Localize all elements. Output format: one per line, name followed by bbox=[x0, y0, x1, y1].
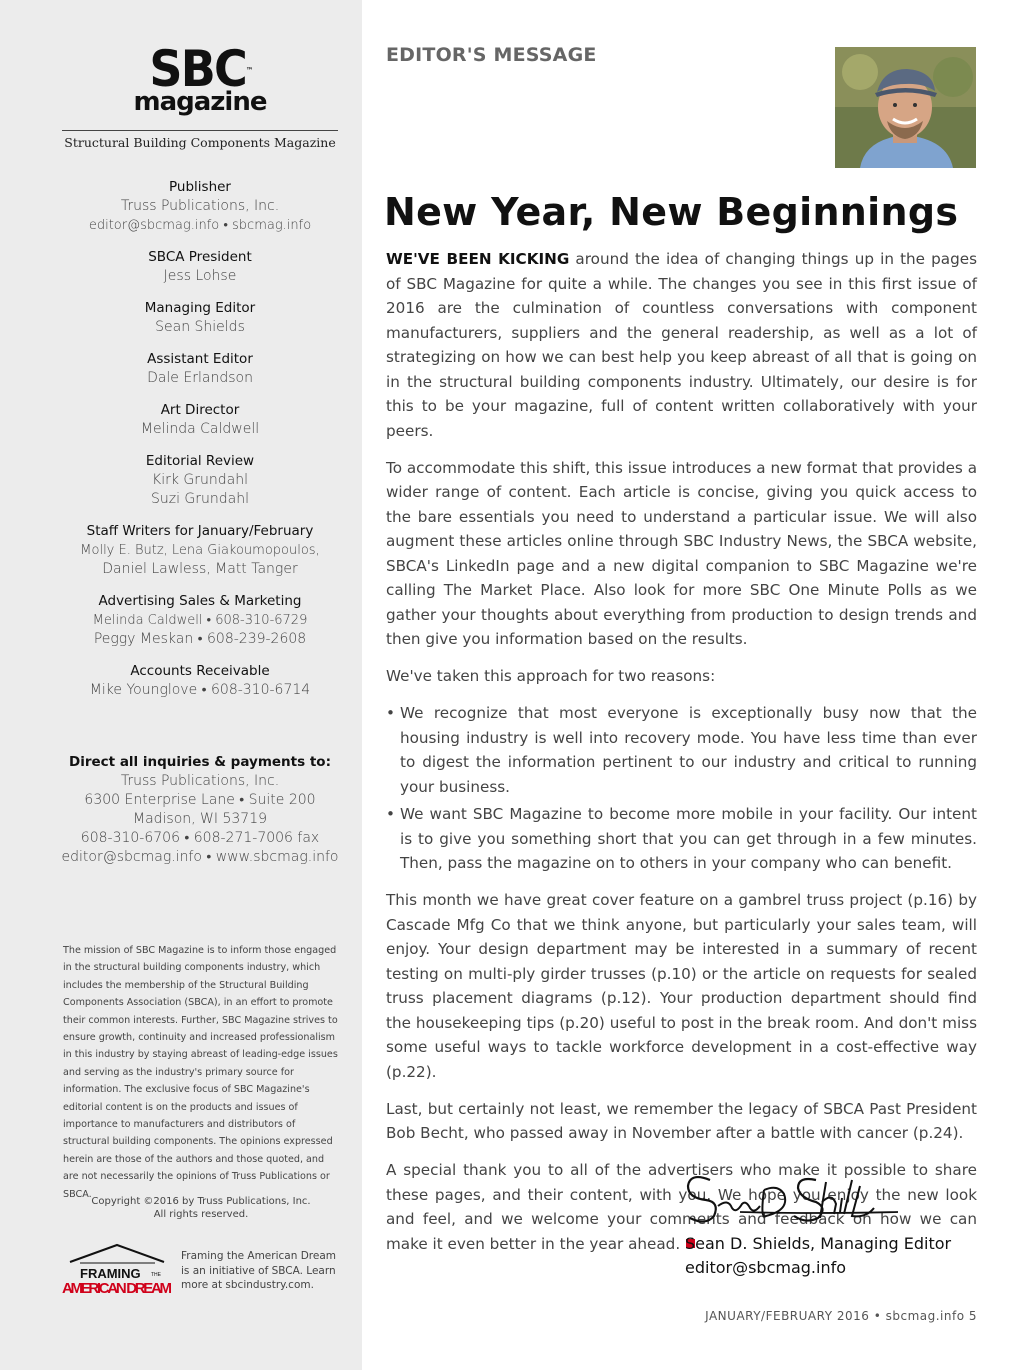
masthead-line: Molly E. Butz, Lena Giakoumopoulos, bbox=[80, 543, 320, 558]
masthead-line: Jess Lohse bbox=[163, 268, 237, 284]
logo-text-the: THE bbox=[151, 1272, 161, 1278]
masthead-entry bbox=[40, 592, 360, 649]
masthead-line: Dale Erlandson bbox=[147, 370, 253, 386]
list-item: • We want SBC Magazine to become more mobile in your facility. Our intent is to give you something short that you can get through in a few minutes. Then, pass the magazine on to others in your company who can benefit. bbox=[386, 802, 977, 876]
inquiries-block bbox=[40, 753, 360, 867]
page-folio: JANUARY/FEBRUARY 2016 • sbcmag.info 5 bbox=[705, 1309, 977, 1323]
paragraph-5: Last, but certainly not least, we remember the legacy of SBCA Past President Bob Becht, who passed away in November after a battle with cancer (p.24). bbox=[386, 1099, 977, 1142]
masthead-line: Melinda Caldwell • 608-310-6729 bbox=[92, 613, 308, 628]
paragraph-6-text: A special thank you to all of the advertisers who make it possible to share these pages, and their content, with you. We hope you enjoy the new look and feel, and we welcome your comments and feedback on how we can make it even better in the year ahead. bbox=[386, 1161, 977, 1253]
masthead-line: Kirk Grundahl bbox=[152, 472, 248, 488]
masthead-list bbox=[40, 178, 360, 713]
rights-line: All rights reserved. bbox=[153, 1209, 249, 1220]
paragraph-2: To accommodate this shift, this issue introduces a new format that provides a wider range of content. Each article is concise, giving you quick access to the bare essentials you need to understand a particular issue. We will also augment these articles online through SBC Industry News, the SBCA website, SBCA's LinkedIn page and a new digital companion to SBC Magazine we're calling The Market Place. Also look for more SBC One Minute Polls as we gather your thoughts about everything from production to design trends and then give you information based on the results. bbox=[386, 458, 977, 648]
signature-email: editor@sbcmag.info bbox=[685, 1258, 847, 1277]
inquiries-line: Truss Publications, Inc. bbox=[120, 773, 280, 789]
masthead-heading: Assistant Editor bbox=[147, 351, 253, 367]
masthead-entry bbox=[40, 452, 360, 509]
editors-message-column bbox=[362, 0, 1024, 1370]
handwritten-signature bbox=[680, 1162, 900, 1232]
copyright-line: Copyright ©2016 by Truss Publications, Inc. bbox=[91, 1196, 311, 1207]
masthead-heading: Managing Editor bbox=[144, 300, 256, 316]
masthead-line: Truss Publications, Inc. bbox=[120, 198, 280, 214]
editor-portrait-photo bbox=[835, 47, 976, 168]
framing-american-dream-logo bbox=[60, 1242, 174, 1298]
paragraph-1 bbox=[386, 247, 977, 443]
masthead-heading: Art Director bbox=[160, 402, 240, 418]
inquiries-line: editor@sbcmag.info • www.sbcmag.info bbox=[61, 849, 339, 865]
masthead-entry bbox=[40, 350, 360, 388]
masthead-heading: Accounts Receivable bbox=[130, 663, 270, 679]
masthead-line: editor@sbcmag.info • sbcmag.info bbox=[88, 218, 312, 233]
inquiries-line: 608-310-6706 • 608-271-7006 fax bbox=[80, 830, 320, 846]
paragraph-3: We've taken this approach for two reasons: bbox=[386, 667, 716, 685]
masthead-line: Daniel Lawless, Matt Tanger bbox=[102, 561, 298, 577]
lead-in: WE'VE BEEN KICKING bbox=[386, 250, 570, 268]
masthead-heading: SBCA President bbox=[148, 249, 252, 265]
masthead-line: Melinda Caldwell bbox=[140, 421, 260, 437]
masthead-entry bbox=[40, 401, 360, 439]
logo-subword: magazine bbox=[133, 87, 267, 117]
masthead-line: Peggy Meskan • 608-239-2608 bbox=[93, 631, 307, 647]
framing-initiative-text: Framing the American Dream is an initiative of SBCA. Learn more at sbcindustry.com. bbox=[181, 1250, 336, 1291]
reasons-list bbox=[386, 701, 977, 876]
article-headline: New Year, New Beginnings bbox=[384, 190, 959, 234]
masthead-entry bbox=[40, 299, 360, 337]
masthead-heading: Staff Writers for January/February bbox=[86, 523, 314, 539]
masthead-heading: Publisher bbox=[169, 179, 231, 195]
masthead-line: Sean Shields bbox=[155, 319, 245, 335]
inquiries-line: Madison, WI 53719 bbox=[132, 811, 268, 827]
masthead-heading: Editorial Review bbox=[145, 453, 255, 469]
list-item: • We recognize that most everyone is exceptionally busy now that the housing industry is well into recovery mode. You have less time than ever to digest the information pertinent to our industry and critical to running your business. bbox=[386, 701, 977, 799]
logo-wordmark: SBC bbox=[149, 40, 246, 98]
masthead-entry bbox=[40, 248, 360, 286]
logo-text-american-dream: AMERICAN DREAM bbox=[62, 1280, 172, 1297]
masthead-entry bbox=[40, 662, 360, 700]
inquiries-line: 6300 Enterprise Lane • Suite 200 bbox=[84, 792, 316, 808]
mission-statement: The mission of SBC Magazine is to inform those engaged in the structural building components industry, which includes the membership of the Structural Building Components Association (SBCA), in an effort to promote their common interests. Further, SBC Magazine strives to ensure growth, continuity and increased professionalism in this industry by staying abreast of leading-edge issues and serving as the industry's primary source for information. The exclusive focus of SBC Magazine's editorial content is on the products and issues of importance to manufacturers and distributors of structural building components. The opinions expressed herein are those of the authors and those quoted, and are not necessarily the opinions of Truss Publications or SBCA. bbox=[63, 945, 338, 1200]
masthead-entry bbox=[40, 522, 360, 579]
sbc-magazine-logo bbox=[0, 40, 400, 117]
article-body bbox=[386, 247, 977, 1269]
masthead-sidebar bbox=[0, 0, 362, 1370]
masthead-entry bbox=[40, 178, 360, 235]
section-label: EDITOR'S MESSAGE bbox=[386, 44, 597, 66]
inquiries-heading: Direct all inquiries & payments to: bbox=[69, 754, 331, 770]
masthead-heading: Advertising Sales & Marketing bbox=[98, 593, 302, 609]
copyright-block bbox=[63, 1195, 339, 1221]
paragraph-1-text: around the idea of changing things up in the pages of SBC Magazine for quite a while. The changes you see in this first issue of 2016 are the culmination of countless conversations with component manufacturers, suppliers and the general readership, as well as a lot of strategizing on how we can best help you keep abreast of all that is going on in the structural building components industry. Ultimately, our desire is for this to be your magazine, full of content written collaboratively with your peers. bbox=[386, 250, 977, 440]
trademark-symbol: ™ bbox=[245, 66, 251, 75]
signature-name: Sean D. Shields, Managing Editor bbox=[685, 1234, 952, 1253]
logo-tagline: Structural Building Components Magazine bbox=[64, 135, 336, 150]
paragraph-4: This month we have great cover feature on a gambrel truss project (p.16) by Cascade Mfg Co that we think anyone, but particularly your sales team, will enjoy. Your design department may be interested in a summary of recent testing on multi-ply girder trusses (p.10) or the article on requests for sealed truss placement diagrams (p.12). Your production department should find the housekeeping tips (p.20) useful to post in the break room. And don't miss some useful ways to tackle workforce development in a cost-effective way (p.22). bbox=[386, 891, 977, 1081]
logo-text-framing: FRAMING bbox=[80, 1266, 141, 1281]
masthead-line: Mike Younglove • 608-310-6714 bbox=[89, 682, 311, 698]
masthead-line: Suzi Grundahl bbox=[150, 491, 250, 507]
logo-divider bbox=[62, 130, 338, 131]
